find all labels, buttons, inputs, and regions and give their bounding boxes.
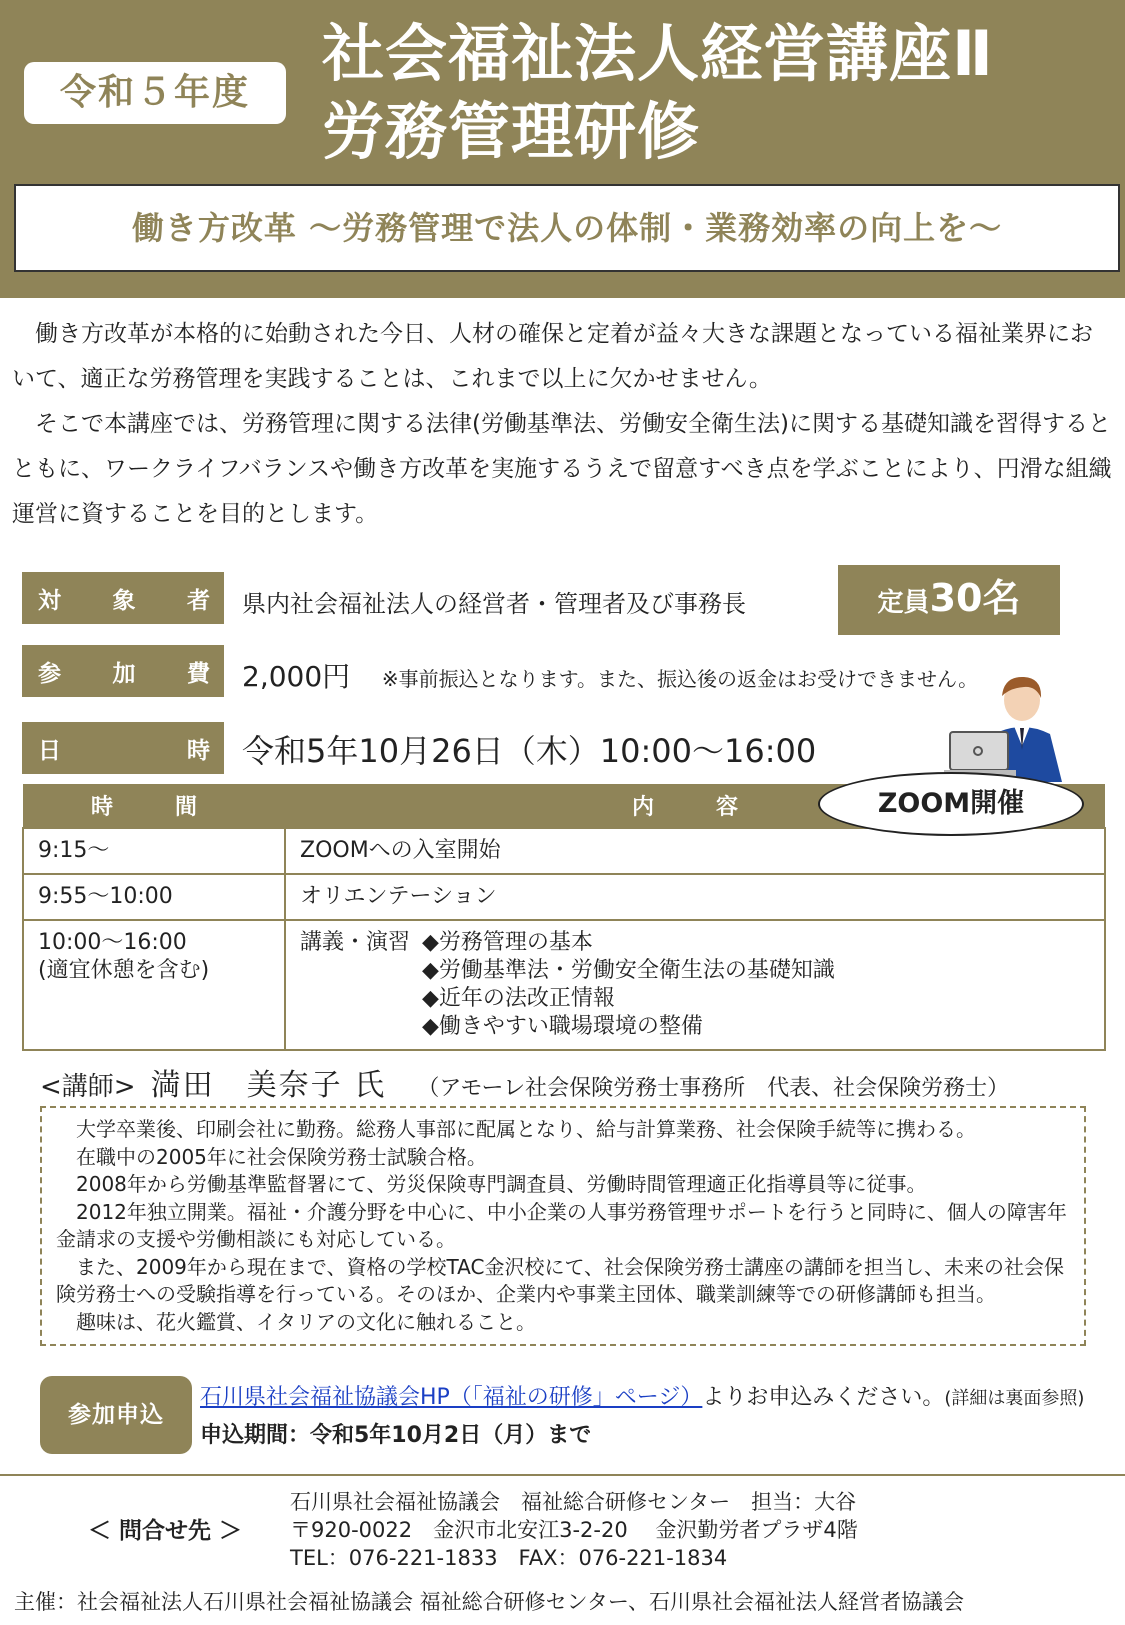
lecture-label: 講義・演習 <box>300 930 411 955</box>
schedule-time-note: (適宜休憩を含む) <box>38 958 210 983</box>
contact-address: 〒920-0022 金沢市北安江3-2-20 金沢勤労者プラザ4階 <box>290 1518 858 1542</box>
application-page-link[interactable]: 石川県社会福祉協議会HP（「福祉の研修」ページ） <box>200 1385 703 1410</box>
lecturer-bio <box>40 1106 1086 1346</box>
schedule-content: オリエンテーション <box>285 874 1105 920</box>
capacity-badge: 定員30名 <box>838 565 1060 635</box>
application-period: 申込期間：令和5年10月2日（月）まで <box>200 1423 592 1448</box>
lecturer-affiliation: （アモーレ社会保険労務士事務所 代表、社会保険労務士） <box>417 1076 1010 1101</box>
schedule-content: ZOOMへの入室開始 <box>285 828 1105 874</box>
bio-line: 大学卒業後、印刷会社に勤務。総務人事部に配属となり、給与計算業務、社会保険手続等に携わる。 <box>76 1117 976 1141</box>
schedule-header-content: 内 容 <box>285 784 1105 828</box>
contact-info <box>290 1488 858 1572</box>
zoom-badge: ZOOM開催 <box>818 772 1084 836</box>
lecturer-name: 満田 美奈子 氏 <box>150 1068 387 1103</box>
footer-divider <box>0 1474 1125 1476</box>
bio-line: 2012年独立開業。福祉・介護分野を中心に、中小企業の人事労務管理サポートを行うと同時に、個人の障害年金請求の支援や労働相談にも対応している。 <box>56 1199 1067 1251</box>
fee-value <box>242 655 978 695</box>
lecture-items <box>422 929 835 1041</box>
title-line-2: 労務管理研修 <box>322 95 701 168</box>
host-organizations: 主催：社会福祉法人石川県社会福祉協議会 福祉総合研修センター、石川県社会福祉法人経営者協議会 <box>14 1590 964 1614</box>
bio-line: 趣味は、花火鑑賞、イタリアの文化に触れること。 <box>76 1309 536 1334</box>
header-banner <box>0 0 1125 298</box>
bio-line: また、2009年から現在まで、資格の学校TAC金沢校にて、社会保険労務士講座の講師を担当し、未来の社会保険労務士への受験指導を行っている。そのほか、企業内や事業主団体、職業訓練等での研修講師も担当。 <box>56 1254 1065 1306</box>
list-item: ◆労働基準法・労働安全衛生法の基礎知識 <box>422 958 835 983</box>
title-line-1: 社会福祉法人経営講座Ⅱ <box>322 17 994 90</box>
fee-label: 参 加 費 <box>22 645 224 697</box>
lecturer-heading <box>40 1060 1009 1104</box>
schedule-time: 9:55～10:00 <box>23 874 285 920</box>
apply-button[interactable]: 参加申込 <box>40 1376 192 1454</box>
schedule-content-cell <box>285 920 1105 1050</box>
apply-after-link: よりお申込みください。 <box>702 1385 945 1410</box>
schedule-time: 9:15～ <box>23 828 285 874</box>
table-row <box>23 920 1105 1050</box>
fee-note: ※事前振込となります。また、振込後の返金はお受けできません。 <box>381 667 979 691</box>
intro-paragraph-1: 働き方改革が本格的に始動された今日、人材の確保と定着が益々大きな課題となっている福祉業界において、適正な労務管理を実践することは、これまで以上に欠かせません。 <box>12 321 1093 392</box>
schedule-time-cell <box>23 920 285 1050</box>
person-laptop-icon <box>944 672 1074 782</box>
fee-amount: 2,000円 <box>242 660 351 693</box>
target-label: 対 象 者 <box>22 572 224 624</box>
intro-text <box>12 312 1112 537</box>
target-value: 県内社会福祉法人の経営者・管理者及び事務長 <box>242 590 746 618</box>
lecturer-label: <講師> <box>40 1072 136 1102</box>
list-item: ◆近年の法改正情報 <box>422 986 615 1011</box>
date-label: 日 時 <box>22 722 224 774</box>
contact-org: 石川県社会福祉協議会 福祉総合研修センター 担当：大谷 <box>290 1490 857 1514</box>
table-row <box>23 874 1105 920</box>
bio-line: 2008年から労働基準監督署にて、労災保険専門調査員、労働時間管理適正化指導員等に従事。 <box>76 1172 927 1196</box>
fiscal-year-badge: 令和５年度 <box>24 62 286 124</box>
schedule-time: 10:00～16:00 <box>38 930 187 955</box>
apply-detail-note: (詳細は裏面参照) <box>944 1388 1085 1409</box>
bio-line: 在職中の2005年に社会保険労務士試験合格。 <box>76 1144 487 1169</box>
schedule-header-time: 時 間 <box>23 784 285 828</box>
intro-paragraph-2: そこで本講座では、労務管理に関する法律(労働基準法、労働安全衛生法)に関する基礎知識を習得するとともに、ワークライフバランスや働き方改革を実施するうえで留意すべき点を学ぶことにより、円滑な組織運営に資することを目的とします。 <box>12 411 1112 527</box>
contact-label: ＜ 問合せ先 ＞ <box>88 1518 243 1544</box>
contact-phone-fax: TEL：076-221-1833 FAX：076-221-1834 <box>290 1546 728 1570</box>
date-value: 令和5年10月26日（木）10:00～16:00 <box>242 732 817 770</box>
subtitle: 働き方改革 ～労務管理で法人の体制・業務効率の向上を～ <box>14 184 1120 272</box>
apply-instructions <box>200 1380 1084 1411</box>
list-item: ◆労務管理の基本 <box>422 930 593 955</box>
list-item: ◆働きやすい職場環境の整備 <box>422 1014 703 1039</box>
